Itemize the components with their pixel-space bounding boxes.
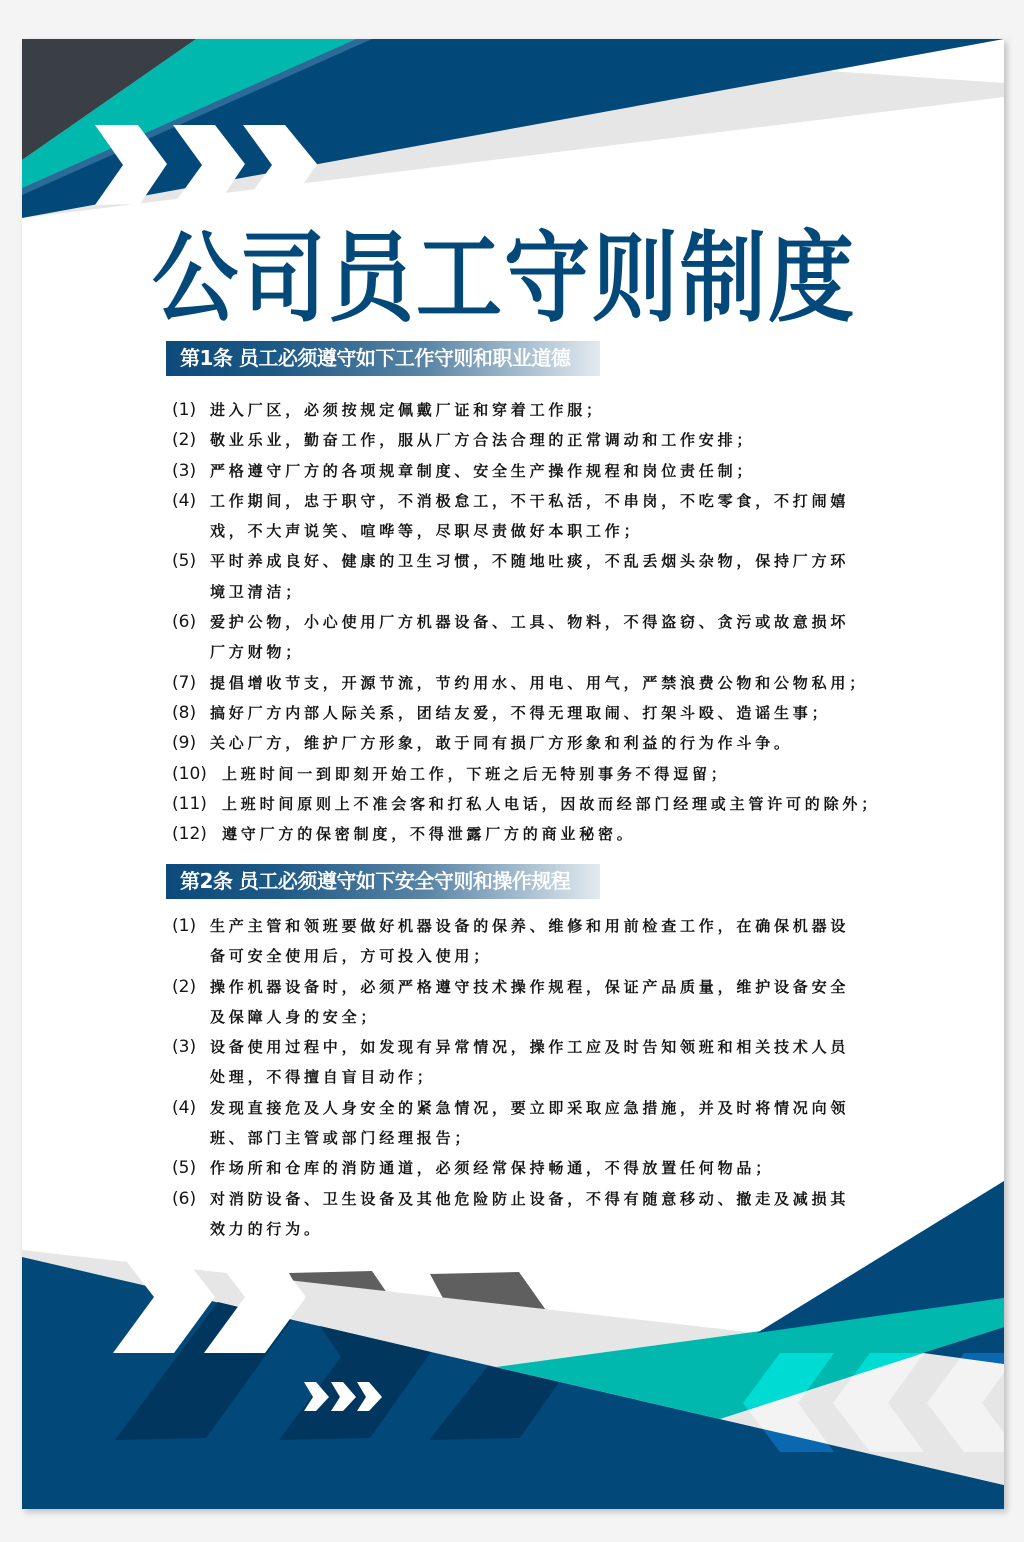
rule-text-line: 对消防设备、卫生设备及其他危险防止设备，不得有随意移动、撤走及减损其 bbox=[210, 1189, 850, 1208]
rule-item bbox=[172, 1093, 849, 1154]
top-banner-shapes bbox=[22, 39, 1004, 218]
section-2-rule-list bbox=[172, 911, 849, 1244]
rule-text-line: 工作期间，忠于职守，不消极怠工，不干私活，不串岗，不吃零食，不打闹嬉 bbox=[210, 491, 850, 510]
rule-number: (4) bbox=[172, 1097, 197, 1118]
section-heading-1: 第1条 员工必须遵守如下工作守则和职业道德 bbox=[166, 341, 600, 376]
rule-text-line: 关心厂方，维护厂方形象，敢于同有损厂方形象和利益的行为作斗争。 bbox=[210, 734, 793, 753]
rule-number: (2) bbox=[172, 976, 197, 997]
rule-text-line: 上班时间一到即刻开始工作，下班之后无特别事务不得逗留； bbox=[222, 764, 730, 783]
top-chevrons bbox=[95, 125, 317, 205]
rule-item bbox=[172, 698, 880, 728]
rule-number: (1) bbox=[172, 916, 197, 936]
rule-text-line: 操作机器设备时，必须严格遵守技术操作规程，保证产品质量，维护设备安全 bbox=[210, 977, 850, 996]
rule-text-line: 作场所和仓库的消防通道，必须经常保持畅通，不得放置任何物品； bbox=[210, 1159, 775, 1178]
rule-text-line: 爱护公物，小心使用厂方机器设备、工具、物料，不得盗窃、贪污或故意损坏 bbox=[210, 613, 850, 632]
rule-text-line: 戏，不大声说笑、喧哗等，尽职尽责做好本职工作； bbox=[210, 522, 643, 541]
rule-item bbox=[172, 819, 880, 849]
rule-item bbox=[172, 486, 880, 547]
rule-number: (8) bbox=[172, 702, 197, 723]
rule-item bbox=[172, 1184, 849, 1245]
section-1-rule-list bbox=[172, 395, 880, 849]
rule-number: (11) bbox=[172, 793, 207, 814]
rule-text-line: 境卫清洁； bbox=[210, 582, 305, 601]
rule-number: (6) bbox=[172, 1188, 197, 1209]
small-triple-chevron-icon bbox=[304, 1382, 382, 1411]
rule-text-line: 设备使用过程中，如发现有异常情况，操作工应及时告知领班和相关技术人员 bbox=[210, 1038, 850, 1057]
rule-text-line: 及保障人身的安全； bbox=[210, 1007, 380, 1026]
rule-item bbox=[172, 395, 880, 425]
rule-number: (1) bbox=[172, 400, 197, 420]
rule-text-line: 备可安全使用后，方可投入使用； bbox=[210, 947, 493, 966]
rule-item bbox=[172, 668, 880, 698]
rule-number: (10) bbox=[172, 763, 207, 784]
rule-text-line: 厂方财物； bbox=[210, 643, 305, 662]
rule-text-line: 进入厂区，必须按规定佩戴厂证和穿着工作服； bbox=[210, 401, 605, 419]
page-title: 公司员工守则制度 bbox=[152, 222, 856, 336]
section-heading-2: 第2条 员工必须遵守如下安全守则和操作规程 bbox=[166, 864, 600, 899]
rule-item bbox=[172, 1032, 849, 1093]
rule-item bbox=[172, 728, 880, 758]
rule-number: (4) bbox=[172, 490, 197, 511]
rule-text-line: 平时养成良好、健康的卫生习惯，不随地吐痰，不乱丢烟头杂物，保持厂方环 bbox=[210, 552, 850, 571]
rule-item bbox=[172, 972, 849, 1033]
rule-text-line: 敬业乐业，勤奋工作，服从厂方合法合理的正常调动和工作安排； bbox=[210, 431, 756, 450]
rule-item bbox=[172, 456, 880, 486]
rule-item bbox=[172, 1153, 849, 1183]
rule-text-line: 生产主管和领班要做好机器设备的保养、维修和用前检查工作，在确保机器设 bbox=[210, 917, 850, 935]
rule-text-line: 效力的行为。 bbox=[210, 1219, 323, 1238]
rule-number: (5) bbox=[172, 1158, 197, 1179]
rule-text-line: 班、部门主管或部门经理报告； bbox=[210, 1129, 474, 1148]
rule-number: (3) bbox=[172, 1037, 197, 1058]
rule-number: (6) bbox=[172, 612, 197, 633]
rule-number: (12) bbox=[172, 824, 207, 845]
rule-number: (3) bbox=[172, 460, 197, 481]
rule-text-line: 上班时间原则上不准会客和打私人电话，因故而经部门经理或主管许可的除外； bbox=[222, 794, 881, 813]
rule-text-line: 搞好厂方内部人际关系，团结友爱，不得无理取闹、打架斗殴、造谣生事； bbox=[210, 703, 831, 722]
rule-number: (7) bbox=[172, 672, 197, 693]
rule-number: (9) bbox=[172, 733, 197, 754]
rule-item bbox=[172, 759, 880, 789]
rule-item bbox=[172, 425, 880, 455]
rule-text-line: 提倡增收节支，开源节流，节约用水、用电、用气，严禁浪费公物和公物私用； bbox=[210, 673, 869, 692]
rule-text-line: 发现直接危及人身安全的紧急情况，要立即采取应急措施，并及时将情况向领 bbox=[210, 1098, 850, 1117]
rule-number: (5) bbox=[172, 551, 197, 572]
rule-item bbox=[172, 789, 880, 819]
rule-text-line: 严格遵守厂方的各项规章制度、安全生产操作规程和岗位责任制； bbox=[210, 461, 756, 480]
rule-item bbox=[172, 546, 880, 607]
rule-text-line: 处理，不得擅自盲目动作； bbox=[210, 1068, 436, 1087]
rule-item bbox=[172, 607, 880, 668]
rule-item bbox=[172, 911, 849, 972]
rule-number: (2) bbox=[172, 430, 197, 451]
rule-text-line: 遵守厂方的保密制度，不得泄露厂方的商业秘密。 bbox=[222, 825, 636, 844]
